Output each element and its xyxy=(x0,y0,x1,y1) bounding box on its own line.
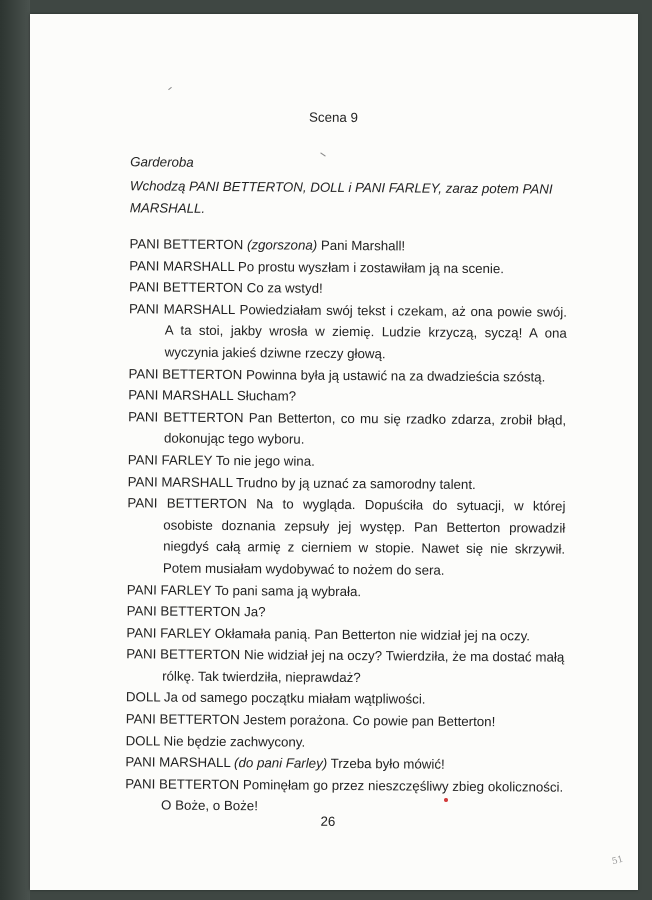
speaker-name: PANI MARSHALL xyxy=(125,754,231,771)
dialogue-line xyxy=(128,384,566,409)
dialogue-line xyxy=(129,276,567,301)
speaker-name: PANI MARSHALL xyxy=(129,257,235,274)
dialogue-line xyxy=(126,708,564,733)
line-text: To pani sama ją wybrała. xyxy=(214,582,362,599)
stage-aside: (do pani Farley) xyxy=(234,755,328,772)
dialogue-line xyxy=(127,600,565,625)
dialogue-line xyxy=(127,492,566,582)
line-text: Powinna była ją ustawić na za dwadzieścia szóstą. xyxy=(245,366,546,385)
stage-direction: Wchodzą PANI BETTERTON, DOLL i PANI FARLEY, zaraz potem PANI MARSHALL. xyxy=(129,178,553,216)
corner-pencil-note: 51 xyxy=(610,854,625,868)
speaker-name: PANI BETTERTON xyxy=(129,236,244,253)
speaker-name: PANI BETTERTON xyxy=(129,279,244,296)
speaker-name: PANI MARSHALL xyxy=(127,473,233,490)
line-text: Słucham? xyxy=(236,388,297,404)
page-content xyxy=(23,11,638,892)
line-text: Powiedziałam swój tekst i czekam, aż ona powie swój. A ta stoi, jakby wrosła w ziemię. Ludzie krzyczą, syczą! A ona wyczynia jakieś dziwne rzeczy głową. xyxy=(164,301,568,362)
line-text: Okłamała panią. Pan Betterton nie widział jej na oczy. xyxy=(214,625,531,644)
script-page xyxy=(30,14,638,890)
scene-title: Scena 9 xyxy=(309,109,358,126)
line-text: Pani Marshall! xyxy=(320,237,406,254)
speaker-name: PANI FARLEY xyxy=(126,581,212,598)
line-text: Pan Betterton, co mu się rzadko zdarza, zrobił błąd, dokonując tego wyboru. xyxy=(163,409,567,447)
page-number: 26 xyxy=(320,813,336,829)
line-text: Ja? xyxy=(244,604,266,620)
stage-aside: (zgorszona) xyxy=(246,237,318,253)
line-text: Nie widział jej na oczy? Twierdziła, że ma dostać małą rólkę. Tak twierdziła, nieprawdaż? xyxy=(162,647,565,685)
speaker-name: PANI BETTERTON xyxy=(126,603,241,620)
dialogue-line xyxy=(128,406,566,453)
speaker-name: PANI BETTERTON xyxy=(125,711,240,728)
dialogue-list xyxy=(125,233,568,819)
speaker-name: PANI BETTERTON xyxy=(126,646,241,663)
dialogue-line xyxy=(126,644,564,691)
speaker-name: PANI BETTERTON xyxy=(125,776,240,792)
line-text: Po prostu wyszłam i zostawiłam ją na scenie. xyxy=(237,258,505,276)
speaker-name: PANI BETTERTON xyxy=(128,409,244,425)
line-text: Ja od samego początku miałam wątpliwości. xyxy=(163,690,426,708)
speaker-name: DOLL xyxy=(125,689,161,705)
speaker-name: PANI FARLEY xyxy=(127,452,213,468)
line-text: Na to wygląda. Dopuściła do sytuacji, w której osobiste doznania zepsuły jej występ. Pan Betterton prowadził niegdyś całą armię z cierniem w stopie. Nawet się nie skrzywił. Potem musiałam wydobywać to nożem do sera. xyxy=(162,496,566,578)
line-text: Co za wstyd! xyxy=(246,280,323,296)
speaker-name: PANI MARSHALL xyxy=(128,301,235,317)
dialogue-line xyxy=(129,298,567,366)
speaker-name: PANI MARSHALL xyxy=(128,387,234,404)
speaker-name: PANI FARLEY xyxy=(126,624,212,641)
line-text: To nie jego wina. xyxy=(215,452,315,469)
line-text: Pominęłam go przez nieszczęśliwy zbieg okoliczności. O Boże, o Boże! xyxy=(161,777,564,814)
speaker-name: PANI BETTERTON xyxy=(128,365,243,382)
scene-setting: Garderoba xyxy=(130,154,194,170)
line-text: Nie będzie zachwycony. xyxy=(163,733,306,750)
line-text: Trudno by ją uznać za samorodny talent. xyxy=(235,474,476,492)
line-text: Trzeba było mówić! xyxy=(330,756,445,773)
line-text: Jestem porażona. Co powie pan Betterton! xyxy=(243,712,496,730)
speaker-name: DOLL xyxy=(125,732,160,749)
dialogue-line xyxy=(129,233,567,258)
speaker-name: PANI BETTERTON xyxy=(127,495,247,512)
dialogue-line xyxy=(128,449,566,474)
red-ink-mark xyxy=(444,798,448,802)
